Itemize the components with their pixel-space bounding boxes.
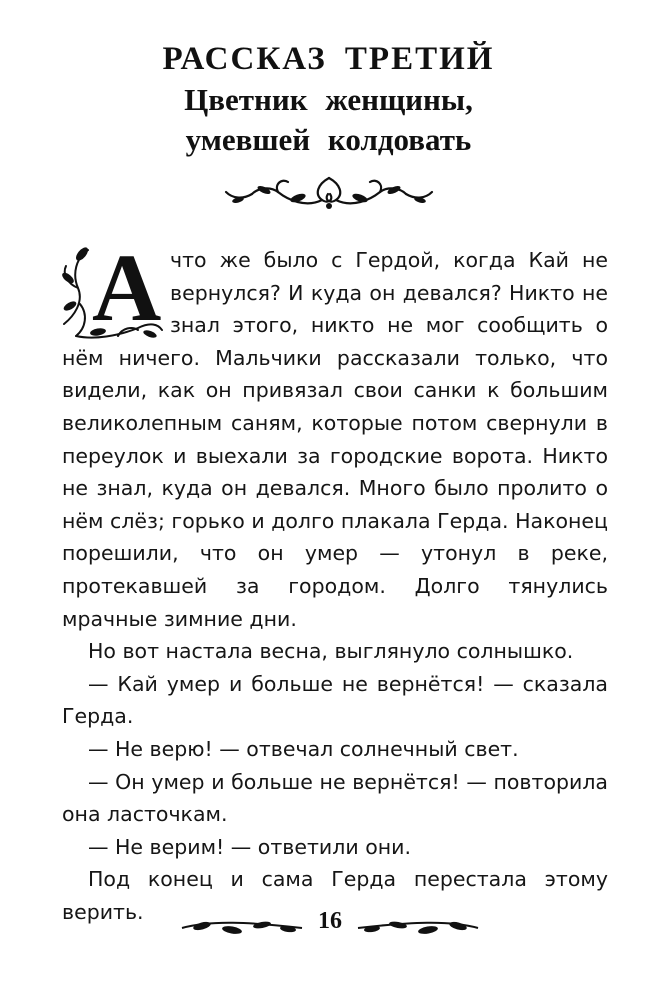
floral-rule-icon [356, 914, 480, 940]
dialogue-line: — Кай умер и больше не вернётся! — сказала Герда. [62, 671, 608, 729]
page-number: 16 [318, 908, 342, 934]
body-text [62, 234, 608, 928]
floral-vignette-icon [218, 170, 440, 212]
paragraph: Но вот настала весна, выглянуло солнышко. [88, 639, 574, 664]
drop-cap [58, 234, 164, 341]
chapter-subtitle-line-1: Цветник женщины, [184, 82, 473, 117]
drop-cap-letter: А [92, 234, 162, 341]
paragraph-text: что же было с Гердой, когда Кай не вернулся? И куда он девался? Никто не знал этого, никто не мог сообщить о нём ничего. Мальчики рассказали только, что видели, как он привязал свои санки к большим великолепным саням, которые потом свернули в переулок и выехали за городские ворота. Никто не знал, куда он девался. Много было пролито о нём слёз; горько и долго плакала Герда. Наконец порешили, что он умер — утонул в реке, протекавшей за городом. Долго тянулись мрачные зимние дни. [62, 248, 608, 631]
chapter-heading [0, 38, 657, 160]
page-footer [0, 906, 657, 946]
paragraph [62, 234, 608, 635]
paragraph: Под конец и сама Герда перестала этому верить. [62, 867, 608, 924]
dialogue-line: — Не верю! — отвечал солнечный свет. [88, 736, 519, 761]
dialogue-line: — Не верим! — ответили они. [88, 834, 411, 859]
chapter-title: РАССКАЗ ТРЕТИЙ [162, 41, 495, 77]
dialogue-line: — Он умер и больше не вернётся! — повторила она ласточкам. [62, 769, 608, 827]
chapter-subtitle-line-2: умевшей колдовать [185, 122, 472, 157]
floral-rule-icon [180, 914, 304, 940]
